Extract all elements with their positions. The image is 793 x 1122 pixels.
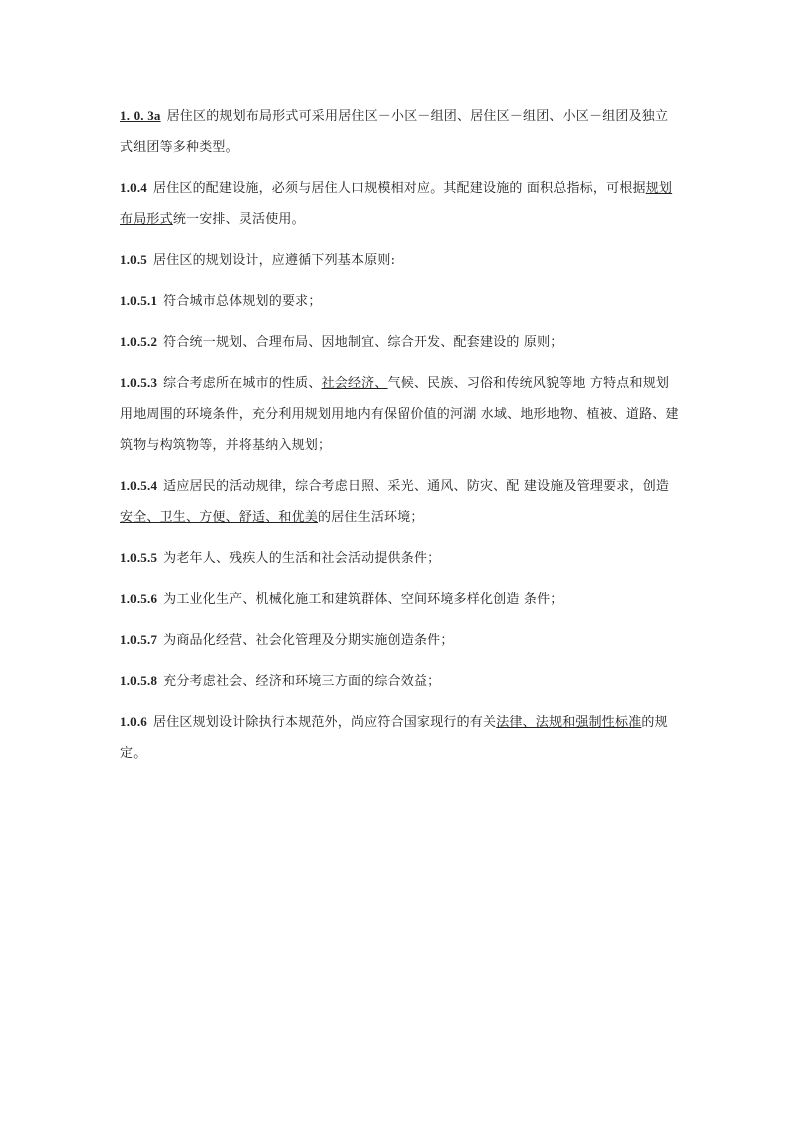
clause-text: 居住区规划设计除执行本规范外，尚应符合国家现行的有关	[153, 715, 497, 730]
underlined-text: 法律、法规和强制性标准	[496, 715, 642, 730]
underlined-text: 社会经济、	[321, 376, 388, 391]
clause-1-0-5-4	[120, 470, 680, 533]
clause-1-0-5-7	[120, 624, 680, 656]
clause-text: 的规定。	[120, 715, 668, 761]
clause-number: 1.0.5.6	[120, 591, 158, 606]
clause-number: 1.0.5.1	[120, 293, 158, 308]
clause-number: 1.0.5.2	[120, 334, 158, 349]
clause-1-0-5-5	[120, 542, 680, 574]
clause-number: 1.0.6	[120, 714, 147, 729]
document-page	[120, 100, 680, 778]
clause-text: 充分考虑社会、经济和环境三方面的综合效益；	[163, 674, 441, 689]
clause-text: 综合考虑所在城市的性质、	[163, 376, 322, 391]
clause-text: 居住区的规划布局形式可采用居住区－小区－组团、居住区－组团、小区－组团及独立式组团等多种类型。	[120, 109, 669, 155]
underlined-text: 安全、卫生、方便、舒适、和优美	[120, 510, 319, 525]
clause-1-0-3a	[120, 100, 680, 163]
clause-text: 统一安排、灵活使用。	[172, 212, 305, 227]
clause-1-0-4	[120, 172, 680, 235]
clause-number: 1.0.5.8	[120, 673, 158, 688]
clause-text: 居住区的配建设施，必须与居住人口规模相对应。其配建设施的 面积总指标，可根据	[153, 181, 646, 196]
clause-number: 1.0.5.4	[120, 478, 158, 493]
clause-text: 为商品化经营、社会化管理及分期实施创造条件；	[163, 633, 454, 648]
clause-number: 1. 0. 3a	[120, 108, 161, 123]
clause-text: 居住区的规划设计，应遵循下列基本原则:	[153, 253, 396, 268]
clause-number: 1.0.5.5	[120, 550, 158, 565]
clause-text: 为老年人、残疾人的生活和社会活动提供条件；	[163, 551, 441, 566]
clause-number: 1.0.5.3	[120, 375, 158, 390]
clause-1-0-5-8	[120, 665, 680, 697]
clause-1-0-5-3	[120, 367, 680, 461]
clause-text: 为工业化生产、机械化施工和建筑群体、空间环境多样化创造 条件；	[163, 592, 564, 607]
clause-text: 符合统一规划、合理布局、因地制宜、综合开发、配套建设的 原则；	[163, 335, 564, 350]
clause-text: 符合城市总体规划的要求；	[163, 294, 322, 309]
clause-text: 的居住生活环境；	[318, 510, 424, 525]
clause-1-0-6	[120, 706, 680, 769]
underlined-text: 规划布局形式	[120, 181, 673, 227]
clause-number: 1.0.5	[120, 252, 147, 267]
clause-1-0-5-6	[120, 583, 680, 615]
clause-1-0-5-2	[120, 326, 680, 358]
clause-text: 适应居民的活动规律，综合考虑日照、采光、通风、防灾、配 建设施及管理要求，创造	[163, 479, 670, 494]
clause-text: 气候、民族、习俗和传统风貌等地 方特点和规划用地周围的环境条件，充分利用规划用地内有保留价值的河湖 水域、地形地物、植被、道路、建筑物与构筑物等，并将基纳入规划；	[120, 376, 679, 453]
clause-1-0-5	[120, 244, 680, 276]
clause-1-0-5-1	[120, 285, 680, 317]
clause-number: 1.0.4	[120, 180, 147, 195]
clause-number: 1.0.5.7	[120, 632, 158, 647]
